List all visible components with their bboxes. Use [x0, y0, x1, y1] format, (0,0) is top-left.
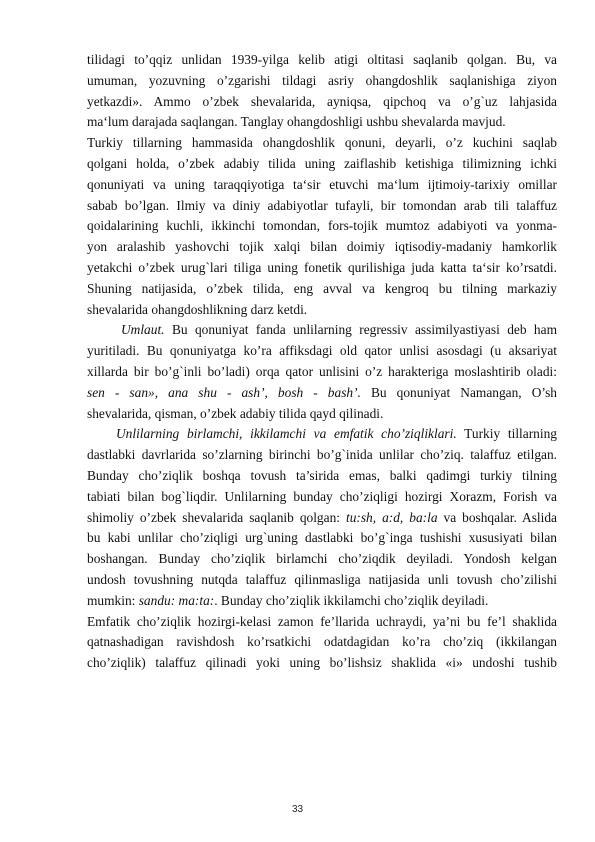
text-line — [87, 216, 557, 237]
text-run: ma‘lum darajada saqlangan. Tanglay ohangdoshligi ushbu shevalarda mavjud. — [87, 114, 506, 130]
text-line — [87, 487, 557, 508]
italic-text: Unlilarning birlamchi, ikkilamchi va emfatik cho’ziqliklari. — [116, 426, 457, 442]
text-run: shevalarida ohangdoshlikning darz ketdi. — [87, 301, 308, 317]
text-line — [87, 466, 557, 487]
text-run: mumkin: — [87, 592, 139, 608]
text-line — [87, 258, 557, 279]
text-run: yuritiladi. Bu qonuniyatga ko’ra affiksdagi old qator unlisi asosdagi (u aksariyat — [87, 343, 557, 359]
text-line — [87, 528, 557, 549]
text-line — [87, 362, 557, 383]
text-line — [87, 445, 557, 466]
text-line — [87, 320, 557, 341]
text-run: shevalarida, qisman, o’zbek adabiy tilida qayd qilinadi. — [87, 405, 384, 421]
page-body — [87, 50, 557, 674]
text-line — [87, 279, 557, 300]
italic-text: sen - san», ana shu - ash’, bosh - bash’. — [87, 384, 361, 400]
text-run: xillarda bir bo’g`inli bo’ladi) orqa qator unlisini o’z harakteriga moslashtirib oladi: — [87, 363, 557, 379]
text-line — [87, 175, 557, 196]
text-run: yon aralashib yashovchi tojik xalqi bilan doimiy iqtisodiy-madaniy hamkorlik — [87, 239, 557, 255]
text-run: dastlabki davrlarida so’zlarning birinchi bo’g`inida unlilar cho’ziq. talaffuz etilgan. — [87, 447, 557, 463]
text-run: Shuning natijasida, o’zbek tilida, eng avval va kengroq bu tilning markaziy — [87, 280, 557, 296]
text-line — [87, 154, 557, 175]
text-run: yetkazdi». Ammo o’zbek shevalarida, ayniqsa, qipchoq va o’g`uz lahjasida — [87, 93, 557, 109]
text-run: qonuniyati va uning taraqqiyotiga ta‘sir etuvchi ma‘lum ijtimoiy-tarixiy omillar — [87, 176, 557, 192]
text-run: qolgani holda, o’zbek adabiy tilida uning zaiflashib ketishiga tilimizning ichki — [87, 155, 557, 171]
text-run: Bu qonuniyat fanda unlilarning regressiv assimilyastiyasi deb ham — [164, 322, 557, 338]
text-line — [87, 508, 557, 529]
text-line — [87, 50, 557, 71]
text-run: umuman, yozuvning o’zgarishi tildagi asriy ohangdoshlik saqlanishiga ziyon — [87, 72, 557, 88]
text-run: Turkiy tillarning hammasida ohangdoshlik qonuni, deyarli, o’z kuchini saqlab — [87, 135, 557, 151]
text-line — [87, 653, 557, 674]
text-line — [87, 300, 557, 321]
text-line — [87, 196, 557, 217]
text-line — [87, 632, 557, 653]
text-run: va boshqalar. Aslida — [437, 509, 557, 525]
text-line — [87, 71, 557, 92]
text-run: undosh tovushning nutqda talaffuz qilinmasliga natijasida unli tovush cho’zilishi — [87, 571, 557, 587]
text-run: . Bunday cho’ziqlik ikkilamchi cho’ziqlik deyiladi. — [214, 592, 489, 608]
text-line — [87, 591, 557, 612]
text-run: Bu qonuniyat Namangan, O’sh — [360, 384, 557, 400]
text-run: bu kabi unlilar cho’ziqligi urg`uning dastlabki bo’g`inga tushishi xususiyati bilan — [87, 530, 557, 546]
text-line — [87, 570, 557, 591]
italic-text: sandu: ma:ta: — [138, 592, 215, 608]
text-run: yetakchi o’zbek urug`lari tiliga uning fonetik qurilishiga juda katta ta‘sir ko’rsatdi. — [87, 259, 557, 275]
text-run: qoidalarining kuchli, ikkinchi tomondan, fors-tojik mumtoz adabiyoti va yonma- — [87, 218, 557, 234]
text-line — [87, 404, 557, 425]
text-line — [87, 92, 557, 113]
text-line — [87, 112, 557, 133]
italic-text: Umlaut. — [121, 322, 165, 338]
text-line — [87, 341, 557, 362]
text-run: shimoliy o’zbek shevalarida saqlanib qolgan: — [87, 509, 346, 525]
text-run: Emfatik cho’ziqlik hozirgi-kelasi zamon fe’llarida uchraydi, ya’ni bu fe’l shaklida — [87, 613, 557, 629]
text-run: qatnashadigan ravishdosh ko’rsatkichi odatdagidan ko’ra cho’ziq (ikkilangan — [87, 634, 557, 650]
italic-text: tu:sh, a:d, ba:la — [345, 509, 438, 525]
text-line — [87, 237, 557, 258]
page-number: 33 — [291, 804, 304, 815]
text-line — [87, 133, 557, 154]
text-line — [87, 549, 557, 570]
text-run: tabiati bilan bog`liqdir. Unlilarning bunday cho’ziqligi hozirgi Xorazm, Forish va — [87, 488, 557, 504]
text-line — [87, 612, 557, 633]
text-run: Bunday cho’ziqlik boshqa tovush ta’sirida emas, balki qadimgi turkiy tilning — [87, 467, 557, 483]
text-run: sabab bo’lgan. Ilmiy va diniy adabiyotlar tufayli, bir tomondan arab tili talaffuz — [87, 197, 557, 213]
text-line — [87, 424, 557, 445]
text-run: cho’ziqlik) talaffuz qilinadi yoki uning bo’lishsiz shaklida «i» undoshi tushib — [87, 655, 557, 671]
text-run: Turkiy tillarning — [456, 426, 557, 442]
text-run: boshangan. Bunday cho’ziqlik birlamchi cho’ziqdik deyiladi. Yondosh kelgan — [87, 551, 557, 567]
text-line — [87, 383, 557, 404]
text-run: tilidagi to’qqiz unlidan 1939-yilga kelib atigi oltitasi saqlanib qolgan. Bu, va — [87, 52, 557, 67]
